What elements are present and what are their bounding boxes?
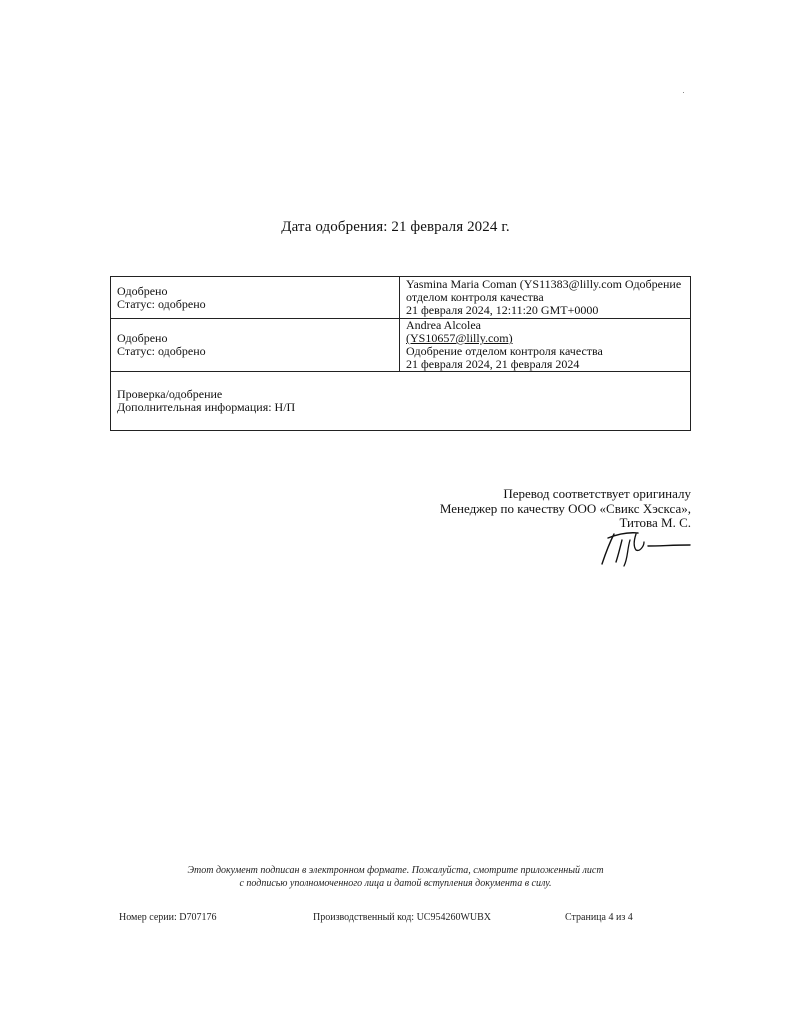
certification-manager: Менеджер по качеству ООО «Свикс Хэскса»,: [439, 500, 691, 516]
review-row: [111, 372, 691, 431]
review-additional-info: Дополнительная информация: Н/П: [117, 400, 296, 414]
scan-speck: [683, 92, 684, 93]
serial-number: Номер серии: D707176: [119, 912, 217, 923]
approval-details-cell: [400, 277, 691, 319]
approval-row: [111, 277, 691, 319]
handwritten-signature: [600, 528, 695, 568]
production-code: Производственный код: UC954260WUBX: [313, 912, 492, 923]
approval-role-line: Одобрение отделом контроля качества: [406, 344, 603, 358]
certification-line: Перевод соответствует оригиналу: [503, 486, 691, 501]
approval-details-cell: [400, 319, 691, 372]
electronic-signature-note: [0, 864, 791, 890]
page-number: Страница 4 из 4: [565, 912, 633, 923]
approval-status-line: Статус: одобрено: [117, 296, 206, 311]
approval-status-cell: [111, 277, 400, 319]
approval-status-line: Статус: одобрено: [117, 344, 206, 358]
review-cell: [111, 372, 691, 431]
note-line: с подписью уполномоченного лица и датой вступления документа в силу.: [239, 878, 552, 889]
approval-row: [111, 319, 691, 372]
approver-name: Andrea Alcolea: [406, 318, 481, 332]
approver-line: Yasmina Maria Coman (YS11383@lilly.com Одобрение: [406, 277, 682, 291]
approval-status-cell: [111, 319, 400, 372]
approval-role-line: отделом контроля качества: [406, 290, 544, 304]
approval-timestamp: 21 февраля 2024, 12:11:20 GMT+0000: [406, 303, 599, 317]
approver-email-link[interactable]: (YS10657@lilly.com): [406, 331, 513, 345]
review-title: Проверка/одобрение: [117, 387, 223, 401]
approval-date-heading: Дата одобрения: 21 февраля 2024 г.: [281, 219, 510, 235]
approval-status-title: Одобрено: [117, 331, 168, 345]
certification-name: Титова М. С.: [619, 515, 691, 530]
approval-timestamp: 21 февраля 2024, 21 февраля 2024: [406, 357, 580, 371]
translation-certification: [331, 487, 691, 531]
approvals-table: [110, 276, 691, 431]
approval-status-title: Одобрено: [117, 283, 168, 298]
note-line: Этот документ подписан в электронном формате. Пожалуйста, смотрите приложенный лист: [187, 865, 604, 876]
